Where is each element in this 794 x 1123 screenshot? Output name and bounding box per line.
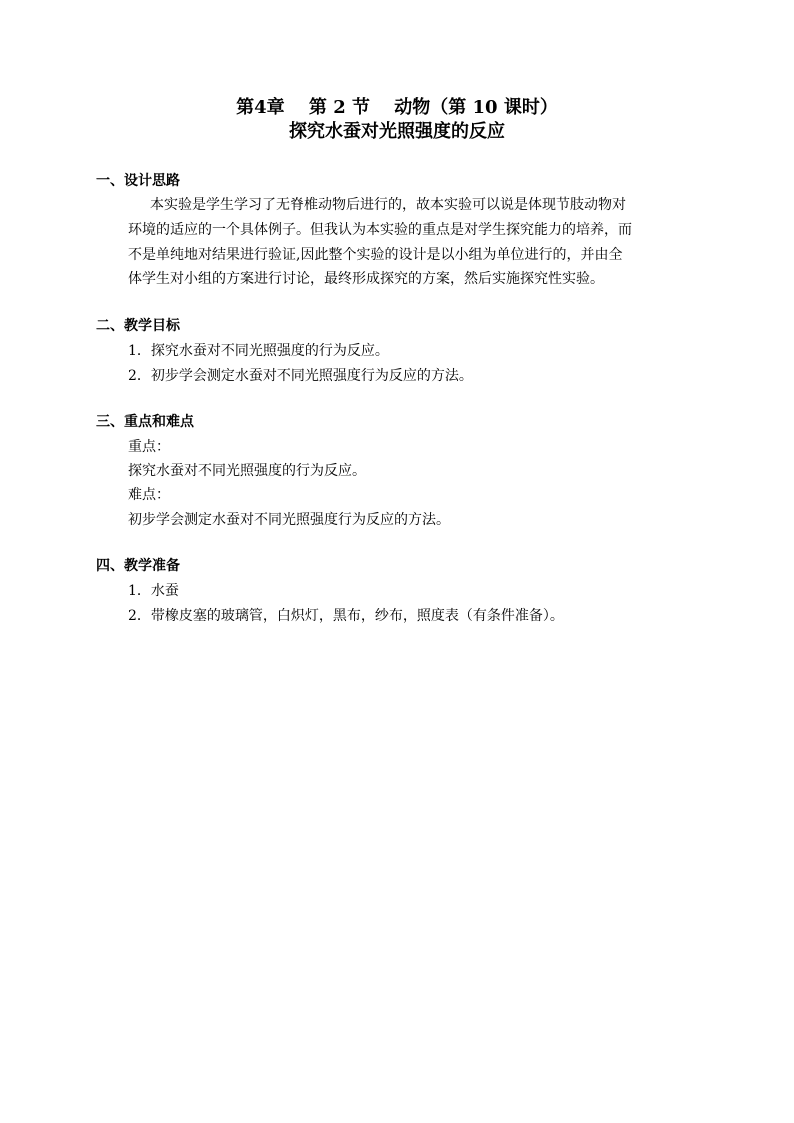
section-heading-key-points: 三、重点和难点 [96,414,194,430]
section-heading-design: 一、设计思路 [96,173,180,189]
document-title: 第4章 第 2 节 动物（第 10 课时） [236,97,558,118]
document-subtitle: 探究水蚕对光照强度的反应 [289,121,505,142]
paragraph-line: 本实验是学生学习了无脊椎动物后进行的，故本实验可以说是体现节肢动物对 [150,197,626,213]
key-point-text: 探究水蚕对不同光照强度的行为反应。 [128,463,366,479]
difficulty-label: 难点： [128,487,170,503]
difficulty-text: 初步学会测定水蚕对不同光照强度行为反应的方法。 [128,512,450,528]
section-heading-objectives: 二、教学目标 [96,318,180,334]
list-item: 1．水蚕 [128,583,179,599]
paragraph-line: 体学生对小组的方案进行讨论，最终形成探究的方案，然后实施探究性实验。 [128,271,604,287]
paragraph-line: 不是单纯地对结果进行验证,因此整个实验的设计是以小组为单位进行的，并由全 [128,247,623,263]
list-item: 2．带橡皮塞的玻璃管，白炽灯，黑布，纱布，照度表（有条件准备）。 [128,608,564,624]
section-heading-preparation: 四、教学准备 [96,558,180,574]
list-item: 1．探究水蚕对不同光照强度的行为反应。 [128,343,389,359]
paragraph-line: 环境的适应的一个具体例子。但我认为本实验的重点是对学生探究能力的培养，而 [128,222,632,238]
list-item: 2．初步学会测定水蚕对不同光照强度行为反应的方法。 [128,368,473,384]
key-point-label: 重点： [128,439,170,455]
